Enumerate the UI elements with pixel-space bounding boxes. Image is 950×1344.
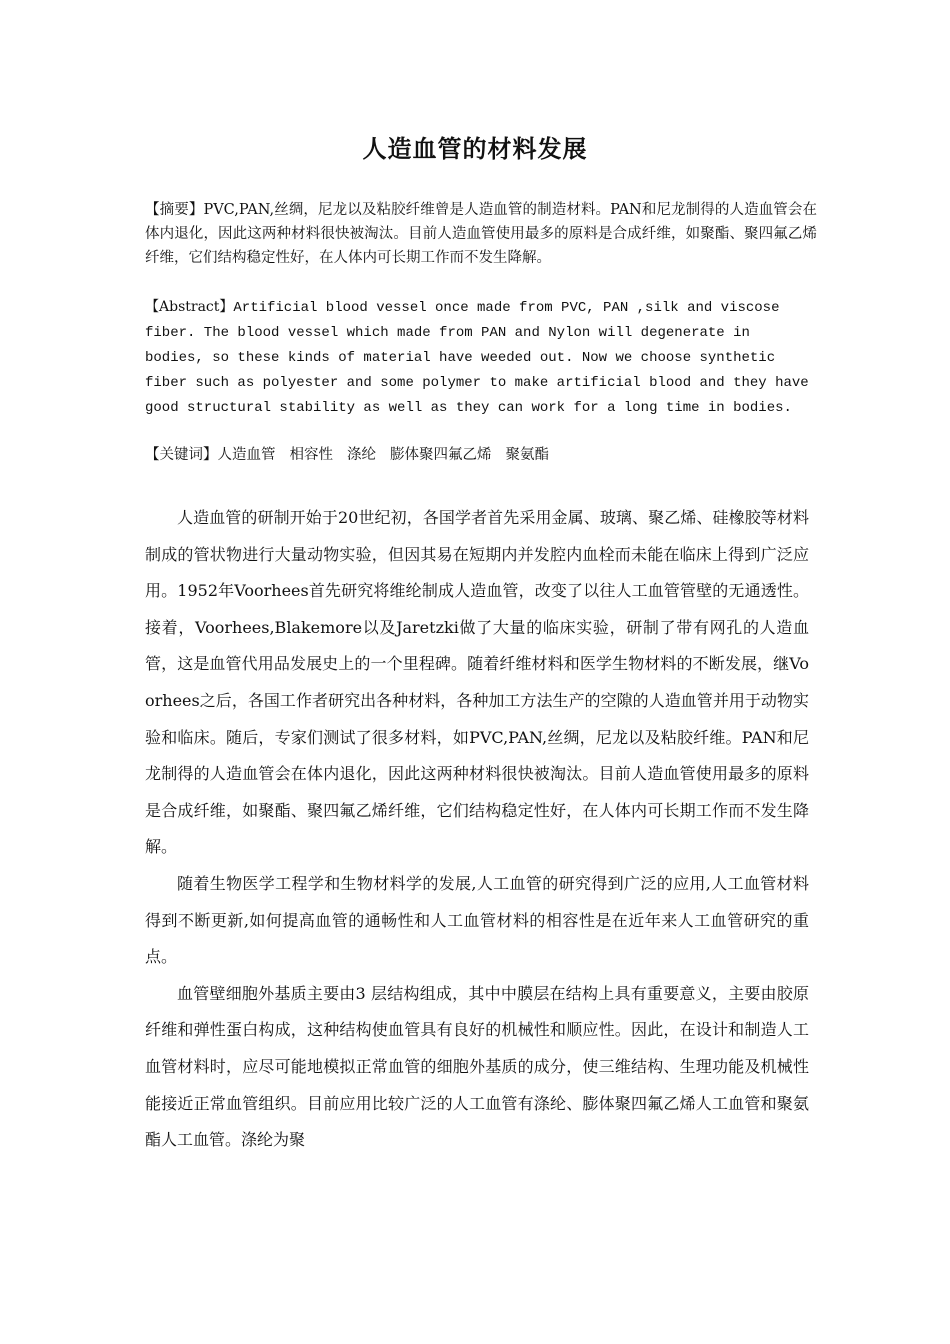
keyword-item: 膨体聚四氟乙烯 <box>390 447 492 463</box>
abstract-chinese-label: 【摘要】 <box>145 202 204 218</box>
keyword-item: 涤纶 <box>347 447 376 463</box>
body-paragraph: 血管壁细胞外基质主要由3 层结构组成，其中中膜层在结构上具有重要意义，主要由胶原纤维和弹性蛋白构成，这种结构使血管具有良好的机械性和顺应性。因此，在设计和制造人工血管材料时，应尽可能地模拟正常血管的细胞外基质的成分，使三维结构、生理功能及机械性能接近正常血管组织。目前应用比较广泛的人工血管有涤纶、膨体聚四氟乙烯人工血管和聚氨酯人工血管。涤纶为聚 <box>145 983 809 1150</box>
body-paragraph: 人造血管的研制开始于20世纪初，各国学者首先采用金属、玻璃、聚乙烯、硅橡胶等材料制成的管状物进行大量动物实验，但因其易在短期内并发腔内血栓而未能在临床上得到广泛应用。1952年Voorhees首先研究将维纶制成人造血管，改变了以往人工血管管壁的无通透性。接着，Voorhees,Blakemore以及Jaretzki做了大量的临床实验，研制了带有网孔的人造血管，这是血管代用品发展史上的一个里程碑。随着纤维材料和医学生物材料的不断发展，继Voorhees之后，各国工作者研究出各种材料，各种加工方法生产的空隙的人造血管并用于动物实验和临床。随后，专家们测试了很多材料，如PVC,PAN,丝绸，尼龙以及粘胶纤维。PAN和尼龙制得的人造血管会在体内退化，因此这两种材料很快被淘汰。目前人造血管使用最多的原料是合成纤维，如聚酯、聚四氟乙烯纤维，它们结构稳定性好，在人体内可长期工作而不发生降解。 <box>145 508 809 857</box>
abstract-english <box>145 295 817 421</box>
keywords-label: 【关键词】 <box>145 447 218 463</box>
keyword-item: 聚氨酯 <box>505 447 549 463</box>
abstract-chinese <box>145 198 817 270</box>
abstract-english-label: 【Abstract】 <box>145 299 234 315</box>
keywords <box>145 443 817 467</box>
body-paragraph: 随着生物医学工程学和生物材料学的发展,人工血管的研究得到广泛的应用,人工血管材料得到不断更新,如何提高血管的通畅性和人工血管材料的相容性是在近年来人工血管研究的重点。 <box>145 873 809 967</box>
body-text <box>145 500 809 1159</box>
abstract-chinese-text: PVC,PAN,丝绸，尼龙以及粘胶纤维曾是人造血管的制造材料。PAN和尼龙制得的人造血管会在体内退化，因此这两种材料很快被淘汰。目前人造血管使用最多的原料是合成纤维，如聚酯、聚四氟乙烯纤维，它们结构稳定性好，在人体内可长期工作而不发生降解。 <box>145 202 818 266</box>
keyword-item: 相容性 <box>289 447 333 463</box>
document-title: 人造血管的材料发展 <box>362 134 588 163</box>
abstract-english-text: Artificial blood vessel once made from PVC, PAN ,silk and viscose fiber. The blood vessel which made from PAN and Nylon will degenerate in bodies, so these kinds of material have weeded out. Now we choose synthetic fiber such as polyester and some polymer to make artificial blood and they have good structural stability as well as they can work for a long time in bodies. <box>145 300 809 416</box>
keyword-item: 人造血管 <box>217 447 276 463</box>
